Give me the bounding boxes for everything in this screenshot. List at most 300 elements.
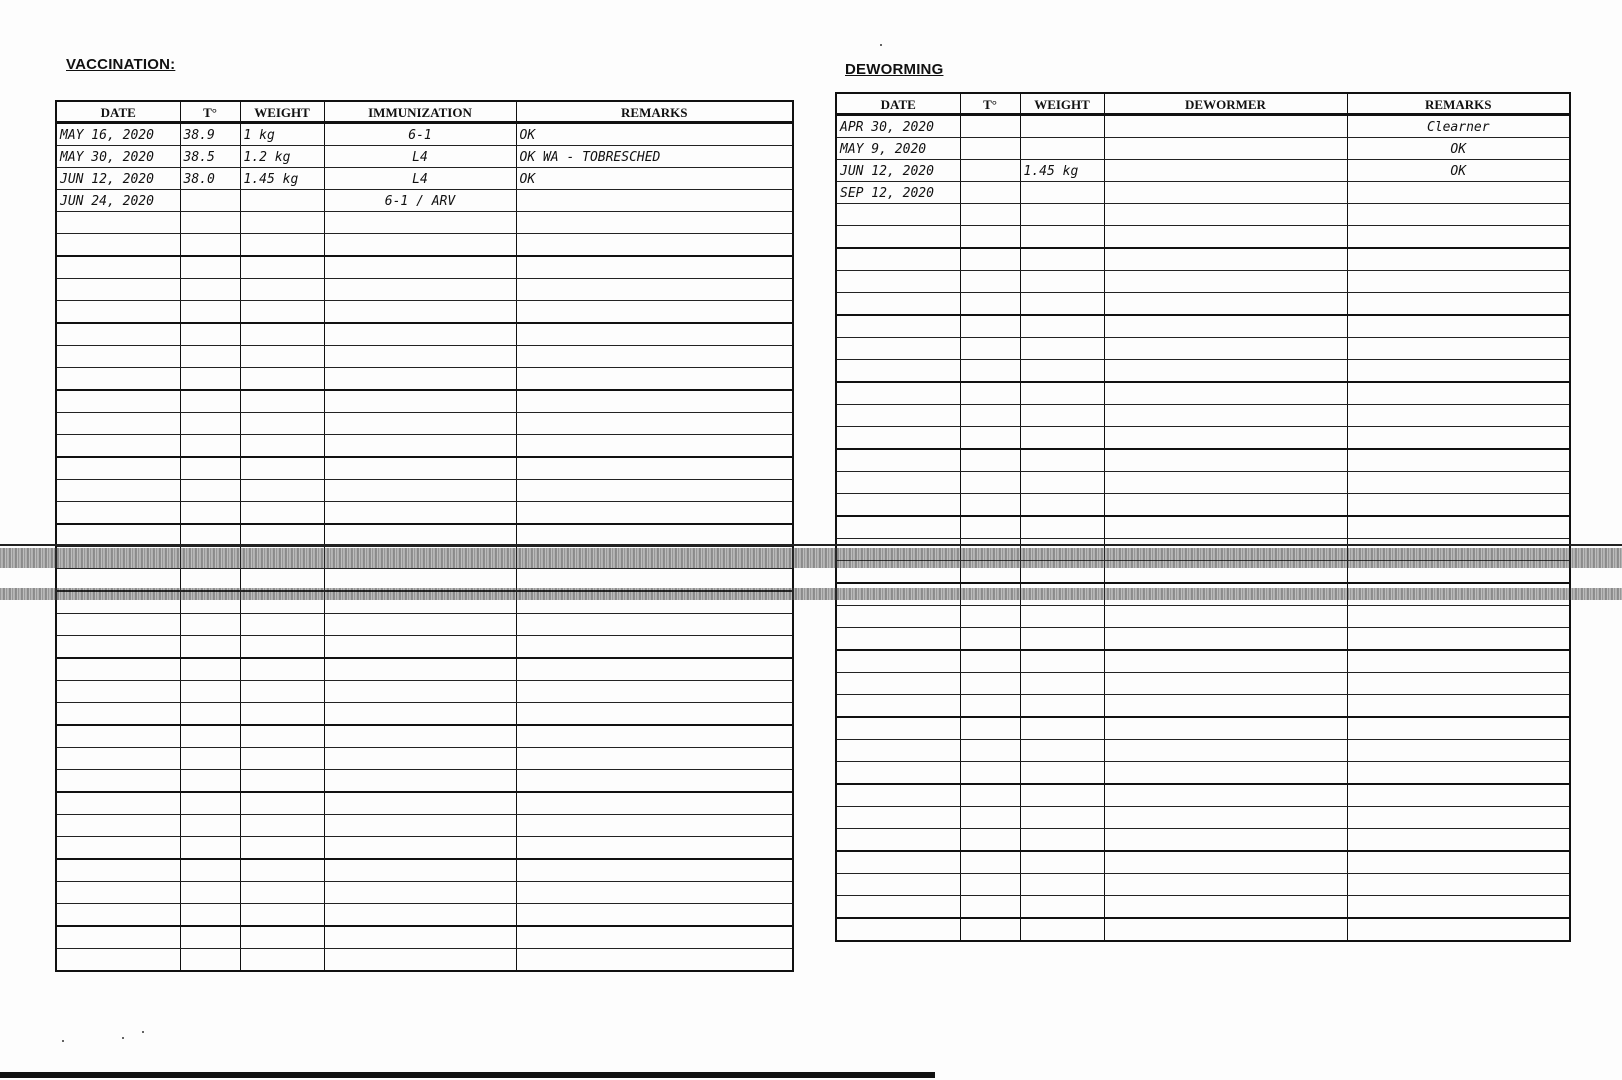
vaccination-blank-weight-cell[interactable]	[240, 413, 324, 435]
deworming-remarks[interactable]: OK	[1347, 138, 1570, 160]
vaccination-blank-date-cell[interactable]	[56, 480, 180, 502]
deworming-blank-remarks-cell[interactable]	[1347, 248, 1570, 271]
deworming-blank-date-cell[interactable]	[836, 427, 960, 450]
deworming-date[interactable]: JUN 12, 2020	[836, 160, 960, 182]
vaccination-temperature[interactable]: 38.0	[180, 168, 240, 190]
vaccination-blank-weight-cell[interactable]	[240, 256, 324, 279]
deworming-blank-remarks-cell[interactable]	[1347, 628, 1570, 651]
vaccination-blank-immunization-cell[interactable]	[324, 435, 516, 458]
vaccination-remarks[interactable]: OK WA - TOBRESCHED	[516, 146, 793, 168]
deworming-blank-dewormer-cell[interactable]	[1104, 293, 1347, 316]
deworming-blank-date-cell[interactable]	[836, 382, 960, 405]
vaccination-blank-date-cell[interactable]	[56, 725, 180, 748]
deworming-blank-date-cell[interactable]	[836, 874, 960, 896]
deworming-blank-remarks-cell[interactable]	[1347, 673, 1570, 695]
vaccination-blank-temperature-cell[interactable]	[180, 256, 240, 279]
deworming-blank-weight-cell[interactable]	[1020, 360, 1104, 383]
deworming-blank-dewormer-cell[interactable]	[1104, 784, 1347, 807]
deworming-blank-remarks-cell[interactable]	[1347, 472, 1570, 494]
deworming-blank-remarks-cell[interactable]	[1347, 851, 1570, 874]
deworming-blank-weight-cell[interactable]	[1020, 673, 1104, 695]
deworming-blank-dewormer-cell[interactable]	[1104, 740, 1347, 762]
vaccination-blank-temperature-cell[interactable]	[180, 368, 240, 391]
vaccination-blank-weight-cell[interactable]	[240, 234, 324, 257]
vaccination-blank-remarks-cell[interactable]	[516, 837, 793, 860]
vaccination-blank-temperature-cell[interactable]	[180, 457, 240, 480]
deworming-blank-weight-cell[interactable]	[1020, 807, 1104, 829]
vaccination-blank-immunization-cell[interactable]	[324, 949, 516, 972]
deworming-blank-remarks-cell[interactable]	[1347, 405, 1570, 427]
vaccination-blank-immunization-cell[interactable]	[324, 859, 516, 882]
vaccination-date[interactable]: MAY 30, 2020	[56, 146, 180, 168]
vaccination-blank-weight-cell[interactable]	[240, 882, 324, 904]
vaccination-blank-temperature-cell[interactable]	[180, 859, 240, 882]
deworming-blank-temperature-cell[interactable]	[960, 896, 1020, 919]
deworming-blank-dewormer-cell[interactable]	[1104, 918, 1347, 941]
deworming-dewormer[interactable]	[1104, 138, 1347, 160]
vaccination-blank-remarks-cell[interactable]	[516, 256, 793, 279]
vaccination-blank-remarks-cell[interactable]	[516, 725, 793, 748]
vaccination-blank-weight-cell[interactable]	[240, 480, 324, 502]
vaccination-blank-weight-cell[interactable]	[240, 457, 324, 480]
vaccination-blank-immunization-cell[interactable]	[324, 390, 516, 413]
vaccination-blank-temperature-cell[interactable]	[180, 234, 240, 257]
vaccination-weight[interactable]: 1.2 kg	[240, 146, 324, 168]
vaccination-blank-immunization-cell[interactable]	[324, 837, 516, 860]
deworming-blank-remarks-cell[interactable]	[1347, 271, 1570, 293]
deworming-blank-dewormer-cell[interactable]	[1104, 427, 1347, 450]
vaccination-blank-weight-cell[interactable]	[240, 815, 324, 837]
vaccination-blank-weight-cell[interactable]	[240, 748, 324, 770]
deworming-blank-temperature-cell[interactable]	[960, 293, 1020, 316]
deworming-temperature[interactable]	[960, 160, 1020, 182]
vaccination-blank-weight-cell[interactable]	[240, 279, 324, 301]
deworming-blank-weight-cell[interactable]	[1020, 449, 1104, 472]
vaccination-blank-temperature-cell[interactable]	[180, 480, 240, 502]
deworming-date[interactable]: MAY 9, 2020	[836, 138, 960, 160]
deworming-blank-temperature-cell[interactable]	[960, 673, 1020, 695]
deworming-blank-remarks-cell[interactable]	[1347, 918, 1570, 941]
deworming-date[interactable]: SEP 12, 2020	[836, 182, 960, 204]
deworming-blank-temperature-cell[interactable]	[960, 918, 1020, 941]
deworming-blank-date-cell[interactable]	[836, 338, 960, 360]
vaccination-blank-date-cell[interactable]	[56, 837, 180, 860]
vaccination-blank-remarks-cell[interactable]	[516, 279, 793, 301]
deworming-blank-date-cell[interactable]	[836, 762, 960, 785]
vaccination-blank-remarks-cell[interactable]	[516, 212, 793, 234]
deworming-blank-weight-cell[interactable]	[1020, 271, 1104, 293]
deworming-blank-weight-cell[interactable]	[1020, 315, 1104, 338]
deworming-blank-remarks-cell[interactable]	[1347, 293, 1570, 316]
vaccination-blank-weight-cell[interactable]	[240, 323, 324, 346]
deworming-blank-date-cell[interactable]	[836, 695, 960, 718]
deworming-blank-weight-cell[interactable]	[1020, 204, 1104, 226]
vaccination-blank-temperature-cell[interactable]	[180, 792, 240, 815]
vaccination-blank-temperature-cell[interactable]	[180, 279, 240, 301]
vaccination-weight[interactable]: 1 kg	[240, 123, 324, 146]
vaccination-blank-immunization-cell[interactable]	[324, 636, 516, 659]
vaccination-blank-immunization-cell[interactable]	[324, 502, 516, 525]
deworming-weight[interactable]	[1020, 115, 1104, 138]
vaccination-blank-weight-cell[interactable]	[240, 926, 324, 949]
vaccination-blank-date-cell[interactable]	[56, 368, 180, 391]
deworming-blank-dewormer-cell[interactable]	[1104, 449, 1347, 472]
vaccination-blank-immunization-cell[interactable]	[324, 904, 516, 927]
vaccination-blank-temperature-cell[interactable]	[180, 904, 240, 927]
vaccination-blank-date-cell[interactable]	[56, 949, 180, 972]
vaccination-blank-weight-cell[interactable]	[240, 368, 324, 391]
vaccination-blank-weight-cell[interactable]	[240, 904, 324, 927]
deworming-blank-temperature-cell[interactable]	[960, 427, 1020, 450]
deworming-dewormer[interactable]	[1104, 182, 1347, 204]
vaccination-immunization[interactable]: L4	[324, 146, 516, 168]
deworming-blank-remarks-cell[interactable]	[1347, 516, 1570, 539]
vaccination-blank-date-cell[interactable]	[56, 792, 180, 815]
vaccination-blank-remarks-cell[interactable]	[516, 346, 793, 368]
vaccination-blank-weight-cell[interactable]	[240, 681, 324, 703]
deworming-blank-date-cell[interactable]	[836, 851, 960, 874]
deworming-blank-dewormer-cell[interactable]	[1104, 494, 1347, 517]
vaccination-blank-remarks-cell[interactable]	[516, 859, 793, 882]
vaccination-blank-temperature-cell[interactable]	[180, 323, 240, 346]
deworming-blank-remarks-cell[interactable]	[1347, 740, 1570, 762]
vaccination-blank-immunization-cell[interactable]	[324, 815, 516, 837]
deworming-blank-dewormer-cell[interactable]	[1104, 851, 1347, 874]
deworming-blank-dewormer-cell[interactable]	[1104, 628, 1347, 651]
deworming-blank-date-cell[interactable]	[836, 717, 960, 740]
deworming-blank-temperature-cell[interactable]	[960, 405, 1020, 427]
vaccination-blank-date-cell[interactable]	[56, 859, 180, 882]
vaccination-blank-date-cell[interactable]	[56, 882, 180, 904]
vaccination-blank-temperature-cell[interactable]	[180, 435, 240, 458]
vaccination-blank-remarks-cell[interactable]	[516, 882, 793, 904]
vaccination-blank-immunization-cell[interactable]	[324, 323, 516, 346]
vaccination-blank-immunization-cell[interactable]	[324, 614, 516, 636]
deworming-blank-temperature-cell[interactable]	[960, 382, 1020, 405]
vaccination-immunization[interactable]: 6-1	[324, 123, 516, 146]
deworming-blank-dewormer-cell[interactable]	[1104, 650, 1347, 673]
vaccination-blank-immunization-cell[interactable]	[324, 926, 516, 949]
deworming-blank-date-cell[interactable]	[836, 673, 960, 695]
vaccination-blank-remarks-cell[interactable]	[516, 949, 793, 972]
vaccination-blank-remarks-cell[interactable]	[516, 681, 793, 703]
deworming-blank-date-cell[interactable]	[836, 807, 960, 829]
vaccination-blank-temperature-cell[interactable]	[180, 212, 240, 234]
deworming-dewormer[interactable]	[1104, 160, 1347, 182]
deworming-blank-dewormer-cell[interactable]	[1104, 248, 1347, 271]
vaccination-blank-immunization-cell[interactable]	[324, 882, 516, 904]
vaccination-blank-weight-cell[interactable]	[240, 212, 324, 234]
vaccination-blank-weight-cell[interactable]	[240, 725, 324, 748]
vaccination-blank-date-cell[interactable]	[56, 457, 180, 480]
deworming-blank-temperature-cell[interactable]	[960, 360, 1020, 383]
vaccination-blank-date-cell[interactable]	[56, 770, 180, 793]
deworming-blank-weight-cell[interactable]	[1020, 762, 1104, 785]
vaccination-blank-date-cell[interactable]	[56, 390, 180, 413]
vaccination-blank-date-cell[interactable]	[56, 301, 180, 324]
deworming-blank-remarks-cell[interactable]	[1347, 494, 1570, 517]
deworming-blank-dewormer-cell[interactable]	[1104, 695, 1347, 718]
deworming-blank-temperature-cell[interactable]	[960, 784, 1020, 807]
vaccination-blank-temperature-cell[interactable]	[180, 882, 240, 904]
deworming-dewormer[interactable]	[1104, 115, 1347, 138]
vaccination-blank-remarks-cell[interactable]	[516, 703, 793, 726]
vaccination-temperature[interactable]	[180, 190, 240, 212]
deworming-blank-weight-cell[interactable]	[1020, 293, 1104, 316]
vaccination-blank-temperature-cell[interactable]	[180, 926, 240, 949]
deworming-blank-dewormer-cell[interactable]	[1104, 338, 1347, 360]
deworming-blank-remarks-cell[interactable]	[1347, 606, 1570, 628]
vaccination-blank-date-cell[interactable]	[56, 413, 180, 435]
vaccination-blank-remarks-cell[interactable]	[516, 323, 793, 346]
deworming-blank-dewormer-cell[interactable]	[1104, 896, 1347, 919]
deworming-blank-weight-cell[interactable]	[1020, 874, 1104, 896]
vaccination-blank-remarks-cell[interactable]	[516, 234, 793, 257]
deworming-remarks[interactable]: Clearner	[1347, 115, 1570, 138]
vaccination-blank-remarks-cell[interactable]	[516, 926, 793, 949]
vaccination-blank-temperature-cell[interactable]	[180, 636, 240, 659]
vaccination-blank-temperature-cell[interactable]	[180, 390, 240, 413]
deworming-blank-temperature-cell[interactable]	[960, 315, 1020, 338]
vaccination-blank-immunization-cell[interactable]	[324, 212, 516, 234]
vaccination-blank-date-cell[interactable]	[56, 614, 180, 636]
deworming-blank-remarks-cell[interactable]	[1347, 829, 1570, 852]
vaccination-blank-date-cell[interactable]	[56, 502, 180, 525]
vaccination-blank-remarks-cell[interactable]	[516, 770, 793, 793]
deworming-remarks[interactable]	[1347, 182, 1570, 204]
deworming-blank-remarks-cell[interactable]	[1347, 360, 1570, 383]
deworming-weight[interactable]	[1020, 138, 1104, 160]
deworming-blank-dewormer-cell[interactable]	[1104, 315, 1347, 338]
deworming-blank-dewormer-cell[interactable]	[1104, 360, 1347, 383]
deworming-blank-date-cell[interactable]	[836, 315, 960, 338]
vaccination-date[interactable]: MAY 16, 2020	[56, 123, 180, 146]
vaccination-blank-immunization-cell[interactable]	[324, 457, 516, 480]
vaccination-blank-remarks-cell[interactable]	[516, 457, 793, 480]
deworming-blank-date-cell[interactable]	[836, 226, 960, 249]
deworming-blank-dewormer-cell[interactable]	[1104, 204, 1347, 226]
vaccination-blank-temperature-cell[interactable]	[180, 770, 240, 793]
deworming-blank-remarks-cell[interactable]	[1347, 204, 1570, 226]
vaccination-blank-date-cell[interactable]	[56, 212, 180, 234]
vaccination-blank-weight-cell[interactable]	[240, 792, 324, 815]
deworming-blank-temperature-cell[interactable]	[960, 717, 1020, 740]
vaccination-blank-weight-cell[interactable]	[240, 502, 324, 525]
vaccination-remarks[interactable]: OK	[516, 168, 793, 190]
deworming-blank-weight-cell[interactable]	[1020, 784, 1104, 807]
vaccination-blank-weight-cell[interactable]	[240, 301, 324, 324]
vaccination-blank-date-cell[interactable]	[56, 346, 180, 368]
deworming-blank-dewormer-cell[interactable]	[1104, 874, 1347, 896]
deworming-weight[interactable]: 1.45 kg	[1020, 160, 1104, 182]
vaccination-date[interactable]: JUN 12, 2020	[56, 168, 180, 190]
vaccination-blank-remarks-cell[interactable]	[516, 413, 793, 435]
vaccination-blank-weight-cell[interactable]	[240, 636, 324, 659]
vaccination-blank-temperature-cell[interactable]	[180, 413, 240, 435]
vaccination-date[interactable]: JUN 24, 2020	[56, 190, 180, 212]
deworming-blank-date-cell[interactable]	[836, 449, 960, 472]
vaccination-weight[interactable]: 1.45 kg	[240, 168, 324, 190]
vaccination-blank-weight-cell[interactable]	[240, 703, 324, 726]
deworming-blank-date-cell[interactable]	[836, 472, 960, 494]
deworming-blank-date-cell[interactable]	[836, 360, 960, 383]
vaccination-blank-temperature-cell[interactable]	[180, 346, 240, 368]
vaccination-blank-immunization-cell[interactable]	[324, 792, 516, 815]
deworming-blank-remarks-cell[interactable]	[1347, 717, 1570, 740]
vaccination-blank-weight-cell[interactable]	[240, 614, 324, 636]
vaccination-blank-date-cell[interactable]	[56, 681, 180, 703]
vaccination-blank-temperature-cell[interactable]	[180, 301, 240, 324]
deworming-blank-remarks-cell[interactable]	[1347, 784, 1570, 807]
vaccination-blank-immunization-cell[interactable]	[324, 234, 516, 257]
vaccination-blank-temperature-cell[interactable]	[180, 703, 240, 726]
vaccination-blank-temperature-cell[interactable]	[180, 815, 240, 837]
vaccination-blank-immunization-cell[interactable]	[324, 368, 516, 391]
vaccination-blank-date-cell[interactable]	[56, 815, 180, 837]
vaccination-blank-weight-cell[interactable]	[240, 435, 324, 458]
vaccination-blank-temperature-cell[interactable]	[180, 502, 240, 525]
deworming-blank-remarks-cell[interactable]	[1347, 315, 1570, 338]
vaccination-blank-remarks-cell[interactable]	[516, 815, 793, 837]
deworming-blank-weight-cell[interactable]	[1020, 516, 1104, 539]
deworming-blank-date-cell[interactable]	[836, 248, 960, 271]
vaccination-blank-immunization-cell[interactable]	[324, 725, 516, 748]
vaccination-blank-date-cell[interactable]	[56, 234, 180, 257]
deworming-blank-remarks-cell[interactable]	[1347, 382, 1570, 405]
deworming-blank-weight-cell[interactable]	[1020, 606, 1104, 628]
deworming-blank-remarks-cell[interactable]	[1347, 874, 1570, 896]
deworming-blank-remarks-cell[interactable]	[1347, 449, 1570, 472]
vaccination-blank-remarks-cell[interactable]	[516, 390, 793, 413]
vaccination-blank-immunization-cell[interactable]	[324, 256, 516, 279]
vaccination-blank-date-cell[interactable]	[56, 904, 180, 927]
deworming-blank-weight-cell[interactable]	[1020, 918, 1104, 941]
vaccination-remarks[interactable]: OK	[516, 123, 793, 146]
vaccination-blank-temperature-cell[interactable]	[180, 748, 240, 770]
deworming-blank-remarks-cell[interactable]	[1347, 807, 1570, 829]
vaccination-blank-remarks-cell[interactable]	[516, 636, 793, 659]
vaccination-blank-immunization-cell[interactable]	[324, 480, 516, 502]
vaccination-blank-date-cell[interactable]	[56, 658, 180, 681]
deworming-blank-temperature-cell[interactable]	[960, 449, 1020, 472]
deworming-blank-date-cell[interactable]	[836, 896, 960, 919]
vaccination-weight[interactable]	[240, 190, 324, 212]
vaccination-blank-weight-cell[interactable]	[240, 859, 324, 882]
vaccination-blank-immunization-cell[interactable]	[324, 658, 516, 681]
vaccination-blank-date-cell[interactable]	[56, 435, 180, 458]
deworming-blank-temperature-cell[interactable]	[960, 494, 1020, 517]
deworming-blank-weight-cell[interactable]	[1020, 829, 1104, 852]
deworming-blank-temperature-cell[interactable]	[960, 829, 1020, 852]
vaccination-blank-remarks-cell[interactable]	[516, 792, 793, 815]
deworming-blank-date-cell[interactable]	[836, 204, 960, 226]
vaccination-blank-immunization-cell[interactable]	[324, 301, 516, 324]
deworming-blank-dewormer-cell[interactable]	[1104, 807, 1347, 829]
vaccination-temperature[interactable]: 38.5	[180, 146, 240, 168]
vaccination-blank-date-cell[interactable]	[56, 636, 180, 659]
deworming-blank-temperature-cell[interactable]	[960, 807, 1020, 829]
deworming-blank-weight-cell[interactable]	[1020, 851, 1104, 874]
deworming-blank-dewormer-cell[interactable]	[1104, 717, 1347, 740]
deworming-blank-date-cell[interactable]	[836, 606, 960, 628]
vaccination-blank-date-cell[interactable]	[56, 256, 180, 279]
vaccination-blank-weight-cell[interactable]	[240, 346, 324, 368]
deworming-blank-temperature-cell[interactable]	[960, 874, 1020, 896]
deworming-blank-weight-cell[interactable]	[1020, 494, 1104, 517]
vaccination-blank-temperature-cell[interactable]	[180, 658, 240, 681]
vaccination-blank-temperature-cell[interactable]	[180, 614, 240, 636]
deworming-blank-weight-cell[interactable]	[1020, 248, 1104, 271]
deworming-blank-dewormer-cell[interactable]	[1104, 271, 1347, 293]
deworming-blank-weight-cell[interactable]	[1020, 650, 1104, 673]
deworming-blank-weight-cell[interactable]	[1020, 695, 1104, 718]
deworming-blank-date-cell[interactable]	[836, 918, 960, 941]
deworming-blank-temperature-cell[interactable]	[960, 851, 1020, 874]
deworming-blank-weight-cell[interactable]	[1020, 427, 1104, 450]
deworming-temperature[interactable]	[960, 138, 1020, 160]
deworming-blank-temperature-cell[interactable]	[960, 650, 1020, 673]
deworming-blank-dewormer-cell[interactable]	[1104, 382, 1347, 405]
deworming-blank-dewormer-cell[interactable]	[1104, 472, 1347, 494]
vaccination-blank-temperature-cell[interactable]	[180, 681, 240, 703]
deworming-blank-weight-cell[interactable]	[1020, 382, 1104, 405]
deworming-blank-date-cell[interactable]	[836, 628, 960, 651]
vaccination-blank-remarks-cell[interactable]	[516, 368, 793, 391]
deworming-blank-dewormer-cell[interactable]	[1104, 405, 1347, 427]
deworming-blank-weight-cell[interactable]	[1020, 740, 1104, 762]
deworming-blank-dewormer-cell[interactable]	[1104, 606, 1347, 628]
vaccination-blank-remarks-cell[interactable]	[516, 658, 793, 681]
vaccination-blank-weight-cell[interactable]	[240, 837, 324, 860]
deworming-blank-dewormer-cell[interactable]	[1104, 829, 1347, 852]
vaccination-blank-immunization-cell[interactable]	[324, 346, 516, 368]
deworming-blank-weight-cell[interactable]	[1020, 405, 1104, 427]
deworming-temperature[interactable]	[960, 115, 1020, 138]
vaccination-blank-immunization-cell[interactable]	[324, 770, 516, 793]
deworming-blank-weight-cell[interactable]	[1020, 338, 1104, 360]
deworming-blank-date-cell[interactable]	[836, 740, 960, 762]
deworming-blank-dewormer-cell[interactable]	[1104, 226, 1347, 249]
deworming-blank-temperature-cell[interactable]	[960, 226, 1020, 249]
deworming-remarks[interactable]: OK	[1347, 160, 1570, 182]
deworming-blank-dewormer-cell[interactable]	[1104, 673, 1347, 695]
deworming-blank-date-cell[interactable]	[836, 293, 960, 316]
deworming-blank-temperature-cell[interactable]	[960, 248, 1020, 271]
vaccination-blank-remarks-cell[interactable]	[516, 502, 793, 525]
deworming-blank-remarks-cell[interactable]	[1347, 695, 1570, 718]
vaccination-blank-remarks-cell[interactable]	[516, 480, 793, 502]
deworming-blank-temperature-cell[interactable]	[960, 628, 1020, 651]
vaccination-blank-remarks-cell[interactable]	[516, 301, 793, 324]
vaccination-blank-remarks-cell[interactable]	[516, 748, 793, 770]
deworming-blank-temperature-cell[interactable]	[960, 338, 1020, 360]
deworming-blank-temperature-cell[interactable]	[960, 740, 1020, 762]
vaccination-blank-weight-cell[interactable]	[240, 390, 324, 413]
deworming-date[interactable]: APR 30, 2020	[836, 115, 960, 138]
vaccination-remarks[interactable]	[516, 190, 793, 212]
deworming-blank-remarks-cell[interactable]	[1347, 896, 1570, 919]
vaccination-blank-immunization-cell[interactable]	[324, 681, 516, 703]
vaccination-blank-weight-cell[interactable]	[240, 949, 324, 972]
deworming-temperature[interactable]	[960, 182, 1020, 204]
deworming-blank-date-cell[interactable]	[836, 784, 960, 807]
deworming-blank-weight-cell[interactable]	[1020, 717, 1104, 740]
deworming-blank-weight-cell[interactable]	[1020, 472, 1104, 494]
deworming-blank-dewormer-cell[interactable]	[1104, 762, 1347, 785]
deworming-blank-remarks-cell[interactable]	[1347, 338, 1570, 360]
deworming-blank-dewormer-cell[interactable]	[1104, 516, 1347, 539]
deworming-blank-remarks-cell[interactable]	[1347, 427, 1570, 450]
